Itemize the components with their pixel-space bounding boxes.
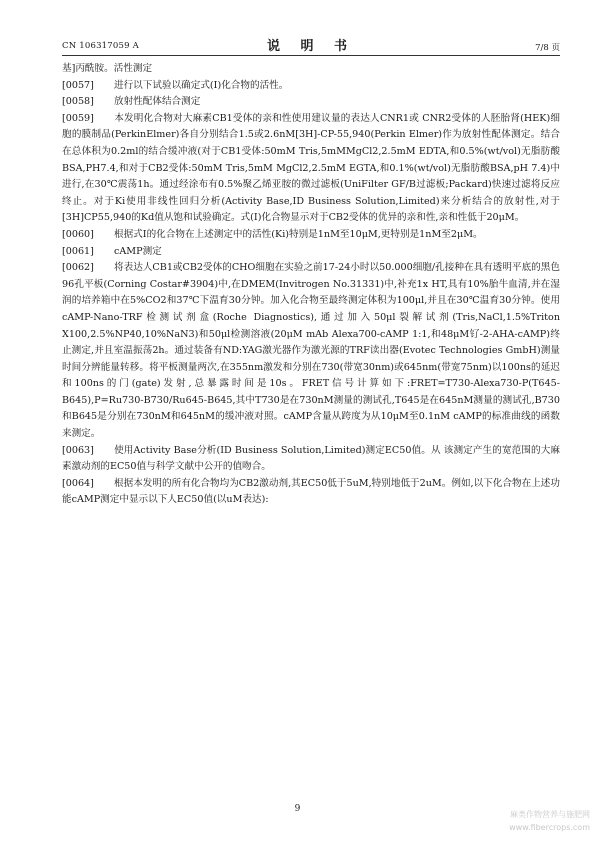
paragraph-text: 根据式I的化合物在上述测定中的活性(Ki)特别是1nM至10μM,更特别是1nM至2μM。	[114, 228, 483, 240]
paragraph-number: [0058]	[62, 96, 94, 108]
watermark-title: 麻类作物营养与施肥网	[510, 810, 590, 819]
document-type-title: 说 明 书	[266, 39, 356, 54]
paragraph-number: [0057]	[62, 79, 94, 91]
paragraph-text: 进行以下试验以确定式(I)化合物的活性。	[114, 79, 289, 91]
paragraph-continuation: 基]丙酰胺。活性测定	[62, 63, 153, 74]
paragraph-0062	[62, 260, 560, 443]
watermark	[470, 808, 590, 834]
paragraph-number: [0064]	[62, 477, 94, 489]
paragraph-0058	[62, 94, 560, 111]
paragraph-text: 使用Activity Base分析(ID Business Solution,Limited)测定EC50值。从 该测定产生的宽范围的大麻素激动剂的EC50值与科学文献中公开的值吻合。	[62, 444, 560, 473]
paragraph-text: 根据本发明的所有化合物均为CB2激动剂,其EC50低于5uM,特别地低于2uM。例如,以下化合物在上述功能cAMP测定中显示以下人EC50值(以uM表达):	[62, 477, 560, 506]
paragraph-0057	[62, 78, 560, 95]
paragraph-text: 将表达人CB1或CB2受体的CHO细胞在实验之前17-24小时以50.000细胞/孔接种在具有透明平底的黑色96孔平板(Corning Costar#3904)中,在DMEM(Invitrogen No.31331)中,补充1x HT,具有10%胎牛血清,并在湿润的培养箱中在5%CO2和37℃下温育30分钟。加入化合物至最终测定体积为100μl,并且在30℃温育30分钟。使用cAMP-Nano-TRF检测试剂盒(Roche Diagnostics),通过加入50μl裂解试剂(Tris,NaCl,1.5%Triton X100,2.5%NP40,10%NaN3)和50μl检测溶液(20μM mAb Alexa700-cAMP 1:1,和48μM钌-2-AHA-cAMP)终止测定,并且室温振荡2h。通过装备有ND:YAG激光器作为激光源的TRF读出器(Evotec Technologies GmbH)测量时间分辨能量转移。将平板测量两次,在355nm激发和分别在730(带宽30nm)或645nm(带宽75nm)以100ns的延迟和100ns的门(gate)发射,总暴露时间是10s。FRET信号计算如下:FRET=T730-Alexa730-P(T645-B645),P=Ru730-B730/Ru645-B645,其中T730是在730nM测量的测试孔,T645是在645nM测量的测试孔,B730和B645是分别在730nM和645nM的缓冲液对照。cAMP含量从跨度为从10μM至0.1nM cAMP的标准曲线的函数来测定。	[62, 262, 560, 440]
paragraph-text: cAMP测定	[114, 245, 162, 257]
paragraph-number: [0063]	[62, 444, 94, 456]
page-header	[62, 33, 560, 56]
paragraph-text: 本发明化合物对大麻素CB1受体的亲和性使用建议量的表达人CNR1或 CNR2受体的人胚胎肾(HEK)细胞的膜制品(PerkinElmer)各自分别结合1.5或2.6nM[3H]-CP-55,940(Perkin Elmer)作为放射性配体测定。结合在总体积为0.2ml的结合缓冲液(对于CB1受体:50mM Tris,5mMMgCl2,2.5mM EDTA,和0.5%(wt/vol)无脂肪酸BSA,PH7.4,和对于CB2受体:50mM Tris,5mM MgCl2,2.5mM EGTA,和0.1%(wt/vol)无脂肪酸BSA,pH 7.4)中进行,在30℃震荡1h。通过经涂布有0.5%聚乙烯亚胺的微过滤板(UniFilter GF/B过滤板;Packard)快速过滤将反应终止。对于Ki使用非线性回归分析(Activity Base,ID Business Solution,Limited)来分析结合的放射性,对于[3H]CP55,940的Kd值从饱和试验确定。式(I)化合物显示对于CB2受体的优异的亲和性,亲和性低于20μM。	[62, 112, 560, 224]
paragraph-0064	[62, 476, 560, 509]
page-number: 9	[294, 804, 301, 814]
paragraph-number: [0060]	[62, 228, 94, 240]
paragraph-number: [0062]	[62, 262, 94, 274]
paragraph-0060	[62, 227, 560, 244]
paragraph-number: [0059]	[62, 112, 94, 124]
page-indicator: 7/8 页	[535, 43, 560, 53]
paragraph-0061	[62, 244, 560, 261]
paragraph-0059	[62, 111, 560, 227]
document-body	[62, 61, 560, 509]
patent-number: CN 106317059 A	[62, 41, 139, 51]
watermark-url: www.fibercrops.com	[509, 823, 590, 832]
paragraph-number: [0061]	[62, 245, 94, 257]
paragraph-text: 放射性配体结合测定	[114, 96, 201, 108]
paragraph-0063	[62, 443, 560, 476]
